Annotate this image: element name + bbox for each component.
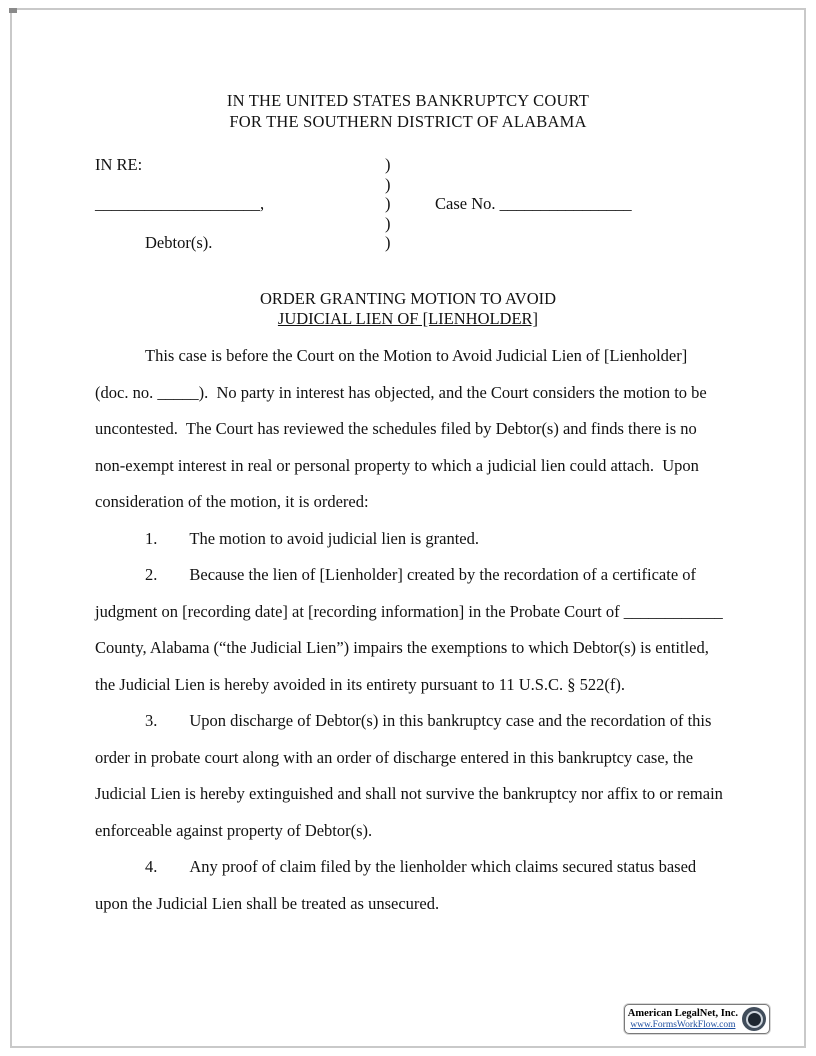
order-title-line1: ORDER GRANTING MOTION TO AVOID (259, 289, 557, 308)
order-body (95, 338, 728, 922)
legalnet-badge-text (628, 1008, 738, 1031)
order-title-line2: JUDICIAL LIEN OF [LIENHOLDER] (277, 309, 539, 328)
debtor-name-blank: ____________________, (95, 194, 265, 214)
intro-paragraph: This case is before the Court on the Motion to Avoid Judicial Lien of [Lienholder] (doc. no. _____). No party in interest has objected, and the Court considers the motion to be uncontested. The Court has reviewed the schedules filed by Debtor(s) and finds there is no non-exempt interest in real or personal property to which a judicial lien could attach. Upon consideration of the motion, it is ordered: (95, 346, 711, 511)
paragraph-text: Any proof of claim filed by the lienholder which claims secured status based upon the Judicial Lien shall be treated as unsecured. (95, 857, 701, 913)
paragraph-number: 2. (145, 565, 158, 584)
paragraph-text: The motion to avoid judicial lien is granted. (189, 528, 479, 548)
paragraph-number: 1. (145, 528, 158, 548)
paragraph-text: Because the lien of [Lienholder] created by the recordation of a certificate of judgment on [recording date] at [recording information] in the Probate Court of ____________ County, Alabama (“the Judicial Lien”) impairs the exemptions to which Debtor(s) is entitled, the Judicial Lien is hereby avoided in its entirety pursuant to 11 U.S.C. § 522(f). (95, 565, 727, 694)
american-legalnet-logo-swirl (746, 1011, 763, 1028)
formsworkflow-link[interactable]: www.FormsWorkFlow.com (630, 1019, 736, 1030)
legalnet-company: American LegalNet, Inc. (627, 1007, 738, 1019)
scan-corner-artifact (9, 8, 17, 13)
order-paragraph-3 (95, 703, 728, 849)
legalnet-badge (624, 1004, 770, 1034)
caption-paren: ) (385, 194, 391, 214)
order-paragraph-1 (95, 521, 723, 558)
case-caption (95, 155, 735, 253)
order-title (0, 289, 816, 329)
case-number-line: Case No. ________________ (435, 194, 632, 214)
court-name-line1: IN THE UNITED STATES BANKRUPTCY COURT (226, 91, 590, 110)
american-legalnet-logo-icon (742, 1007, 766, 1031)
order-paragraph-2 (95, 557, 727, 703)
debtors-label: Debtor(s). (145, 233, 213, 253)
paragraph-number: 3. (145, 711, 158, 730)
caption-paren: ) (385, 155, 391, 174)
paragraph-text: Upon discharge of Debtor(s) in this bankruptcy case and the recordation of this order in probate court along with an order of discharge entered in this bankruptcy case, the Judicial Lien is hereby extinguished and shall not survive the bankruptcy nor affix to or remain enforceable against property of Debtor(s). (95, 711, 728, 840)
caption-paren: ) (385, 233, 391, 253)
caption-paren: ) (385, 213, 391, 233)
document-header (0, 90, 816, 132)
caption-paren: ) (385, 174, 391, 194)
in-re-label: IN RE: (95, 155, 143, 174)
paragraph-number: 4. (145, 857, 158, 876)
court-name-line2: FOR THE SOUTHERN DISTRICT OF ALABAMA (229, 112, 587, 131)
order-paragraph-4 (95, 849, 723, 922)
